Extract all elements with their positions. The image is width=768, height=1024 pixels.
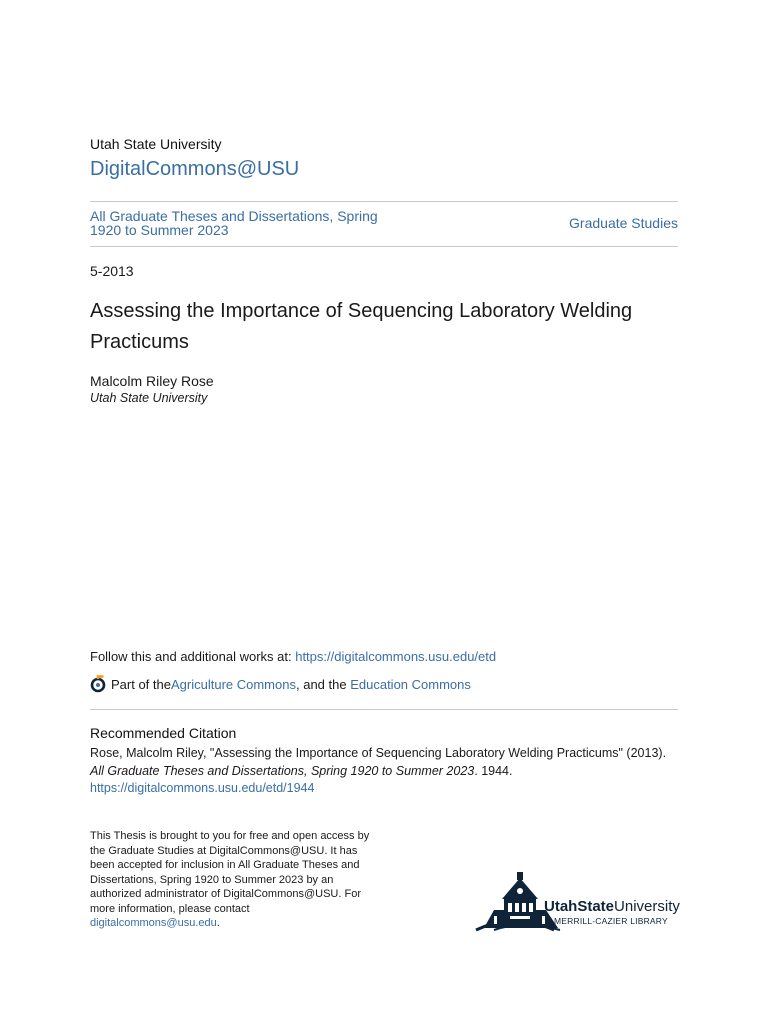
series-link[interactable]: All Graduate Theses and Dissertations, Spring 1920 to Summer 2023 (90, 208, 378, 238)
citation-line: Rose, Malcolm Riley, "Assessing the Importance of Sequencing Laboratory Welding Practicums" (2013). (90, 746, 667, 760)
access-notice (90, 829, 382, 931)
publication-date: 5-2013 (90, 263, 134, 279)
institution-name: Utah State University (90, 136, 222, 152)
part-of-line (90, 675, 471, 693)
document-title: Assessing the Importance of Sequencing Laboratory Welding Practicums (90, 300, 633, 353)
citation-block (90, 745, 690, 798)
follow-url-link[interactable]: https://digitalcommons.usu.edu/etd (295, 649, 497, 664)
education-commons-link[interactable]: Education Commons (350, 676, 471, 692)
notice-text: This Thesis is brought to you for free and open access by the Graduate Studies at DigitalCommons@USU. It has been accepted for inclusion in All Graduate Theses and Dissertations, Spring 1920 to Summer 2023 by an authorized administrator of DigitalCommons@USU. For more information, please contact (90, 830, 370, 915)
part-of-middle: , and the (295, 676, 351, 692)
agriculture-commons-link[interactable]: Agriculture Commons (170, 676, 296, 692)
citation-number: . 1944. (474, 763, 513, 778)
divider (90, 246, 678, 247)
follow-text: Follow this and additional works at: (90, 649, 296, 664)
author-name: Malcolm Riley Rose (90, 373, 214, 389)
logo-brand-regular: University (614, 898, 680, 915)
contact-email-link[interactable]: digitalcommons@usu.edu (90, 917, 217, 929)
open-access-icon (90, 675, 108, 693)
part-of-prefix: Part of the (111, 676, 171, 692)
usu-library-logo (474, 872, 684, 934)
repository-link[interactable]: DigitalCommons@USU (90, 158, 300, 180)
follow-line (90, 649, 496, 664)
author-affiliation: Utah State University (90, 391, 208, 405)
logo-library-name: MERRILL-CAZIER LIBRARY (554, 916, 668, 926)
department-link[interactable]: Graduate Studies (569, 215, 678, 231)
divider (90, 709, 678, 710)
citation-url-link[interactable]: https://digitalcommons.usu.edu/etd/1944 (90, 781, 315, 795)
logo-brand-bold: UtahState (544, 898, 615, 915)
citation-heading: Recommended Citation (90, 725, 237, 741)
divider (90, 201, 678, 202)
logo-wordmark (544, 898, 680, 915)
citation-series: All Graduate Theses and Dissertations, Spring 1920 to Summer 2023 (90, 763, 475, 778)
citation-series-line (90, 763, 690, 781)
notice-end: . (216, 917, 220, 929)
